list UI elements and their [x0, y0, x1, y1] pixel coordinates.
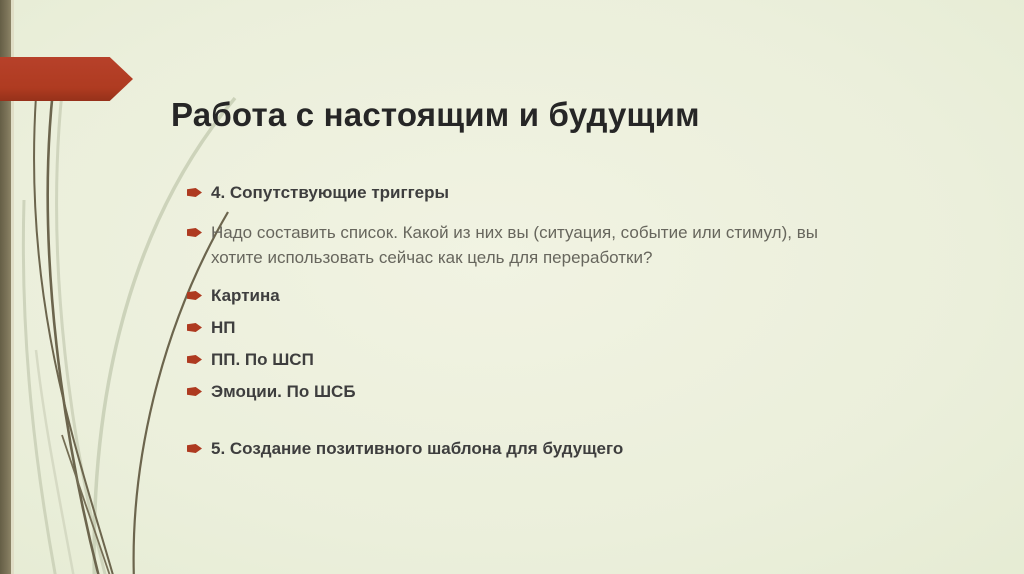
bullet-arrow-icon: [187, 228, 202, 237]
bullet-item: [187, 283, 977, 308]
slide-title: Работа с настоящим и будущим: [171, 96, 700, 133]
bullet-text: НП: [211, 318, 236, 337]
bullet-text: 5. Создание позитивного шаблона для будущего: [211, 439, 624, 458]
bullet-item: [187, 347, 977, 372]
bullet-arrow-icon: [187, 323, 202, 332]
bullet-arrow-icon: [187, 387, 202, 396]
bullet-list: [187, 180, 977, 468]
bullet-item: [187, 180, 977, 205]
bullet-arrow-icon: [187, 188, 202, 197]
bullet-item: [187, 315, 977, 340]
red-banner-arrow-icon: [0, 57, 133, 101]
bullet-item: [187, 379, 977, 404]
bullet-text: Эмоции. По ШСБ: [211, 382, 356, 401]
bullet-text: Картина: [211, 286, 280, 305]
bullet-text: 4. Сопутствующие триггеры: [211, 183, 450, 202]
bullet-arrow-icon: [187, 355, 202, 364]
bullet-item: [187, 436, 977, 461]
bullet-item: [187, 220, 977, 270]
bullet-arrow-icon: [187, 291, 202, 300]
bullet-text: ПП. По ШСП: [211, 350, 314, 369]
bullet-text: Надо составить список. Какой из них вы (ситуация, событие или стимул), вы хотите использовать сейчас как цель для переработки?: [211, 223, 818, 267]
bullet-arrow-icon: [187, 444, 202, 453]
